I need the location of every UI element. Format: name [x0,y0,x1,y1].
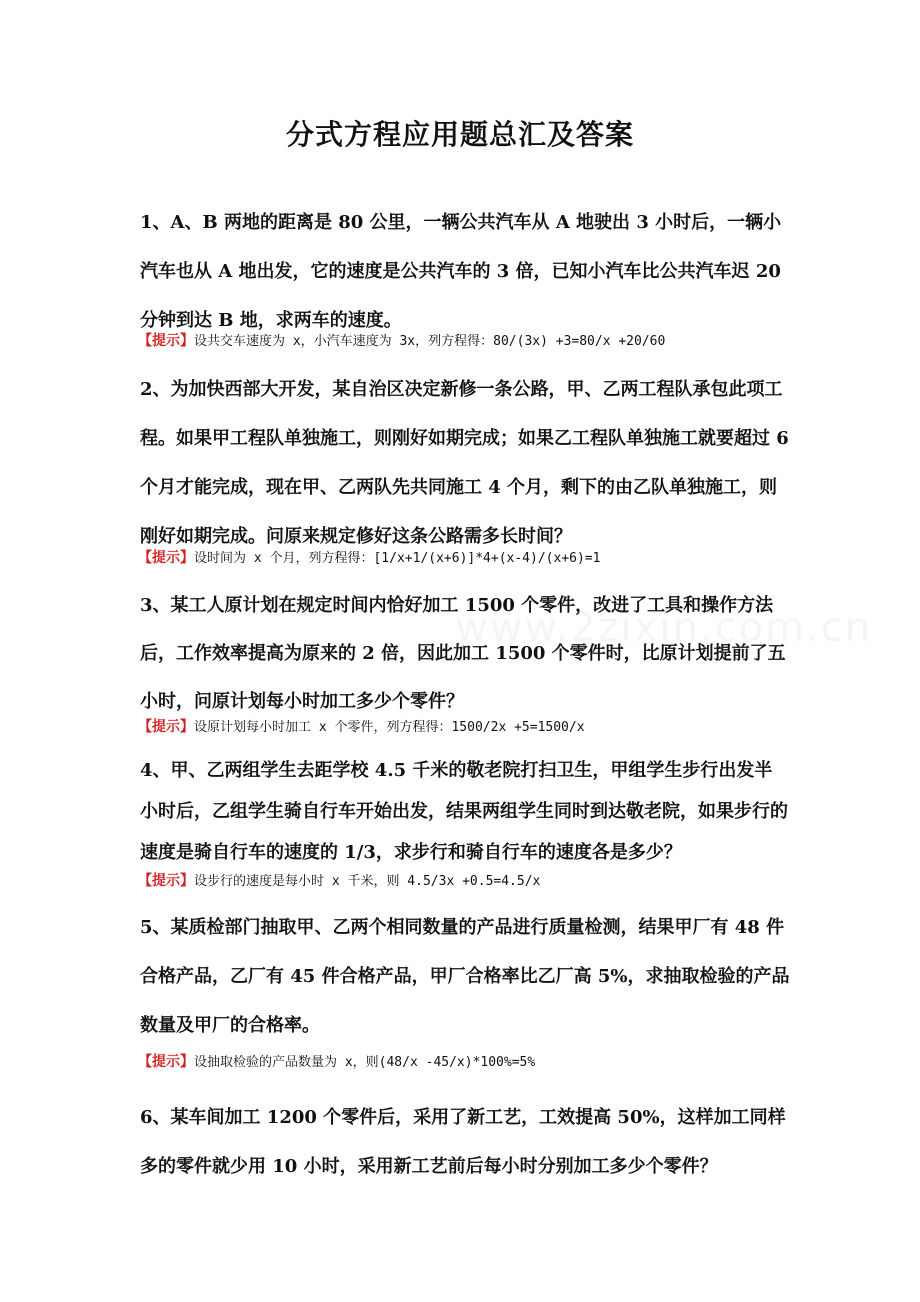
hint-label: 【提示】 [138,550,194,566]
hint-3 [138,716,818,736]
hint-text: 设抽取检验的产品数量为 x，则(48/x -45/x)*100%=5% [194,1055,536,1070]
hint-5 [138,1051,818,1071]
question-6: 6、某车间加工 1200 个零件后，采用了新工艺，工效提高 50%，这样加工同样多的零件就少用 10 小时，采用新工艺前后每小时分别加工多少个零件？ [140,1107,786,1177]
hint-4 [138,870,818,890]
question-3: 3、某工人原计划在规定时间内恰好加工 1500 个零件，改进了工具和操作方法后，工作效率提高为原来的 2 倍，因此加工 1500 个零件时，比原计划提前了五小时，问原计划每小时加工多少个零件？ [140,595,786,712]
hint-label: 【提示】 [138,333,194,349]
question-4: 4、甲、乙两组学生去距学校 4.5 千米的敬老院打扫卫生，甲组学生步行出发半小时后，乙组学生骑自行车开始出发，结果两组学生同时到达敬老院，如果步行的速度是骑自行车的速度的 1/3，求步行和骑自行车的速度各是多少？ [140,760,788,863]
question-5: 5、某质检部门抽取甲、乙两个相同数量的产品进行质量检测，结果甲厂有 48 件合格产品，乙厂有 45 件合格产品，甲厂合格率比乙厂高 5%，求抽取检验的产品数量及甲厂的合格率。 [140,917,790,1036]
question-2: 2、为加快西部大开发，某自治区决定新修一条公路，甲、乙两工程队承包此项工程。如果甲工程队单独施工，则刚好如期完成；如果乙工程队单独施工就要超过 6 个月才能完成，现在甲、乙两队先共同施工 4 个月，剩下的由乙队单独施工，则刚好如期完成。问原来规定修好这条公路需多长时间？ [140,379,789,547]
hint-label: 【提示】 [138,873,194,889]
hint-label: 【提示】 [138,1054,194,1070]
hint-text: 设时间为 x 个月，列方程得：[1/x+1/(x+6)]*4+(x-4)/(x+6)=1 [194,551,601,566]
watermark: www.2zixin.com.cn [455,605,873,651]
hint-1 [138,330,818,350]
hint-2 [138,547,818,567]
hint-text: 设共交车速度为 x，小汽车速度为 3x，列方程得：80/(3x) +3=80/x +20/60 [194,334,666,349]
question-1: 1、A、B 两地的距离是 80 公里，一辆公共汽车从 A 地驶出 3 小时后，一辆小汽车也从 A 地出发，它的速度是公共汽车的 3 倍，已知小汽车比公共汽车迟 20 分钟到达 B 地，求两车的速度。 [140,212,782,331]
hint-text: 设原计划每小时加工 x 个零件，列方程得：1500/2x +5=1500/x [194,720,585,735]
hint-text: 设步行的速度是每小时 x 千米，则 4.5/3x +0.5=4.5/x [194,874,541,889]
hint-label: 【提示】 [138,719,194,735]
document-title: 分式方程应用题总汇及答案 [285,118,634,151]
